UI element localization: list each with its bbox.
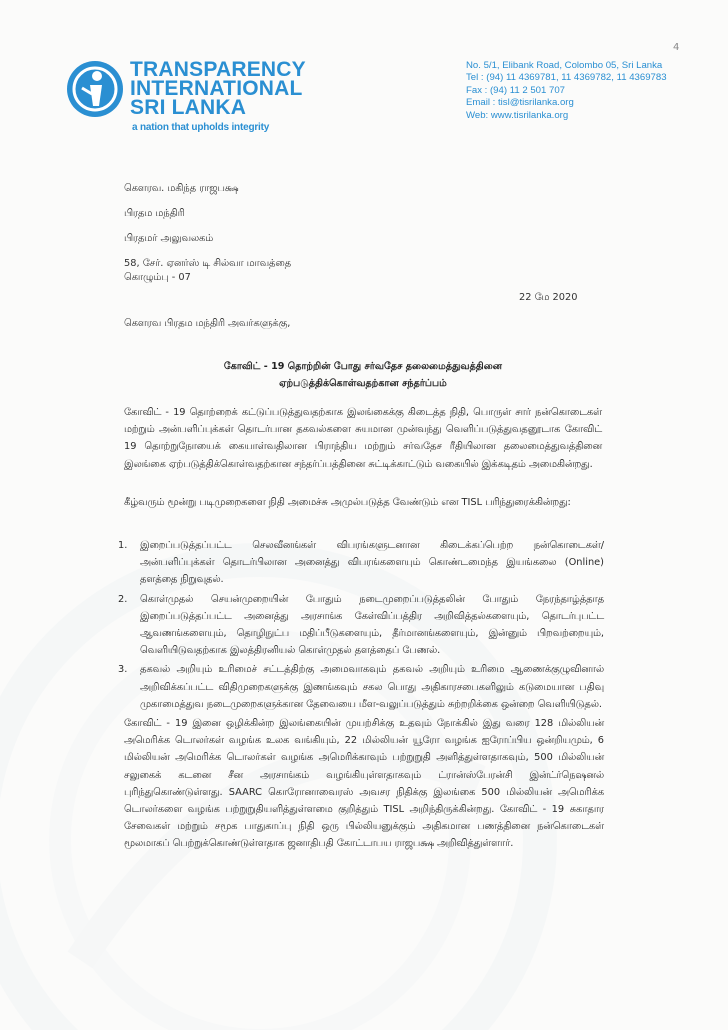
- page-mark: 4: [673, 42, 680, 53]
- contact-address: No. 5/1, Elibank Road, Colombo 05, Sri Lanka: [466, 60, 663, 71]
- logo-line-1: TRANSPARENCY: [130, 58, 306, 81]
- paragraph-intro: கோவிட் - 19 தொற்றைக் கட்டுப்படுத்துவதற்காக இலங்கைக்கு கிடைத்த நிதி, பொருள் சார் நன்கொடைகள் மற்றும் அன்பளிப்புக்கள் தொடர்பான தகவல்களை சுயமான முன்வந்து வெளிப்படுத்துவதனூடாக கோவிட் 19 தொற்றுநோயைக் கையாள்வதிலான பிராந்திய மற்றும் சர்வதேச ரீதியிலான தலைமைத்துவத்தினை இலங்கை ஏற்படுத்திக்கொள்வதற்கான சந்தர்ப்பத்தினை சுட்டிக்காட்டும் வகையில் இக்கடிதம் அமைகின்றது.: [124, 407, 602, 470]
- list-number: 2.: [118, 593, 128, 605]
- list-number: 1.: [118, 540, 128, 551]
- list-item: [114, 591, 604, 660]
- contact-tel: Tel : (94) 11 4369781, 11 4369782, 11 4369783: [466, 72, 667, 84]
- ti-logo: [66, 58, 326, 138]
- subject-heading: [124, 358, 602, 392]
- logo-line-2: INTERNATIONAL: [130, 77, 303, 100]
- subject-line-2: ஏற்படுத்திக்கொள்வதற்கான சந்தர்ப்பம்: [279, 378, 447, 389]
- salutation: கௌரவ பிரதம மந்திரி அவர்களுக்கு,: [124, 318, 291, 329]
- list-number: 3.: [118, 664, 128, 676]
- recipient-line-3: பிரதமர் அலுவலகம்: [124, 233, 214, 244]
- contact-web: Web: www.tisrilanka.org: [466, 109, 569, 121]
- list-text: தகவல் அறியும் உரிமைச் சட்டத்திற்கு அமைவாகவும் தகவல் அறியும் உரிமை ஆணைக்குழுவினால் அறிவிக்கப்பட்ட விதிமுறைகளுக்கு இணங்கவும் சகல பொது அதிகாரசபைகளிலும் கடுமையான பதிவு முகாமைத்துவ நடைமுறைகளுக்கான தேவையை மீள-வலுப்படுத்தும் சுற்றறிக்கை ஒன்றை வெளியிடுதல்.: [140, 664, 604, 710]
- subject-line-1: கோவிட் - 19 தொற்றின் போது சர்வதேச தலைமைத்துவத்தினை: [223, 361, 503, 372]
- paragraph-funding: கோவிட் - 19 இனை ஒழிக்கின்ற இலங்கையின் முயற்சிக்கு உதவும் நோக்கில் இது வரை 128 மில்லியன் அமெரிக்க டொலர்கள் வழங்க உலக வங்கியும், 22 மில்லியன் யூரோ வழங்க ஐரோப்பிய ஒன்றியமும், 6 மில்லியன் அமெரிக்க டொலர்கள் வழங்க அமெரிக்காவும் பற்றுறுதி அளித்துள்ளதாகவும், 500 மில்லியன் சலுகைக் கடனை சீன அரசாங்கம் வழங்கியுள்ளதாகவும் ட்ரான்ஸ்பேரன்சி இன்ட்ர்நெஷனல் புரிந்துகொண்டுள்ளது. SAARC கொரோனாவைரஸ் அவசர நிதிக்கு இலங்கை 500 மில்லியன் அமெரிக்க டொலர்களை வழங்க பற்றுறுதியளித்துள்ளமை குறித்தும் TISL அறிந்திருக்கின்றது. கோவிட் - 19 சுகாதார சேவைகள் மற்றும் சமூக பாதுகாப்பு நிதி ஒரு பில்லியனுக்கும் அதிகமான பணத்தினை நன்கொடைகள் மூலமாகப் பெற்றுக்கொண்டுள்ளதாக ஜனாதிபதி கோட்டாபய ராஜபக்ஷ அறிவித்துள்ளார்.: [124, 718, 604, 850]
- logo-tagline: a nation that upholds integrity: [132, 122, 270, 133]
- contact-fax: Fax : (94) 11 2 501 707: [466, 84, 566, 96]
- recipient-line-5: கொழும்பு - 07: [124, 272, 191, 283]
- list-item: [114, 661, 604, 713]
- recommendation-list: [114, 537, 604, 715]
- logo-line-3: SRI LANKA: [130, 96, 247, 119]
- recipient-line-4: 58, சேர். ஏனர்ஸ் டி சில்வா மாவத்தை: [124, 258, 292, 269]
- list-text: கொள்முதல் செயன்முறையின் போதும் நடைமுறைப்படுத்தலின் போதும் நேரந்தாழ்த்தாத இறைப்படுத்தப்பட்ட அனைத்து அரசாங்க கேள்விப்பத்திர அறிவித்தல்களையும், தொடர்புபட்ட ஆவணங்களையும், தொழிநுட்ப மதிப்பீடுகளையும், தீர்மானங்களையும், இன்னும் பிறவற்றையும், வெளியிடுவதற்காக இலத்திரனியல் கொள்முதல் தளத்தைப் பேணல்.: [140, 593, 604, 657]
- letter-date: 22 மே 2020: [519, 292, 578, 303]
- list-item: [114, 537, 604, 589]
- recipient-line-1: கௌரவ. மகிந்த ராஜபக்ஷ: [124, 183, 239, 194]
- list-text: இறைப்படுத்தப்பட்ட செலவீனங்கள் விபரங்களுடனான கிடைக்கப்பெற்ற நன்கொடைகள்/ அன்பளிப்புக்கள் தொடர்பிலான அனைத்து விபரங்களையும் கொண்டமைந்த இயங்கலை (Online) தளத்தை நிறுவுதல்.: [140, 540, 604, 586]
- contact-email: Email : tisl@tisrilanka.org: [466, 97, 574, 109]
- paragraph-recommendation: கீழ்வரும் மூன்று படிமுறைகளை நிதி அமைச்சு அமுல்படுத்த வேண்டும் என TISL பரிந்துரைக்கின்றது:: [124, 497, 571, 508]
- contact-block: [466, 60, 667, 122]
- recipient-line-2: பிரதம மந்திரி: [124, 208, 185, 219]
- ti-emblem-icon: [66, 58, 126, 120]
